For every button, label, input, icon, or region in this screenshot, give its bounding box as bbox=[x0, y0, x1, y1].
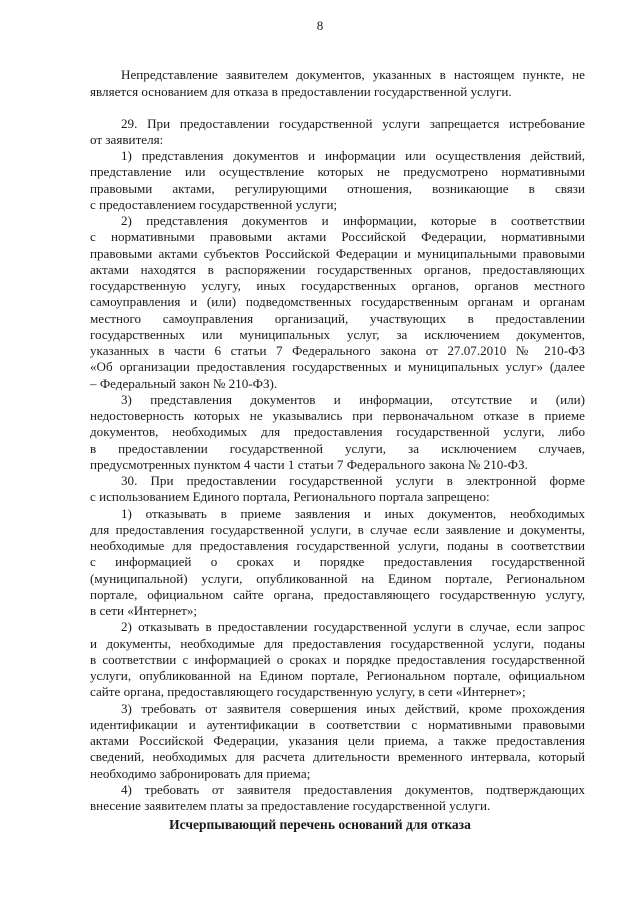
text-line: указанных в части 6 статьи 7 Федерального закона от 27.07.2010 № 210-ФЗ bbox=[90, 343, 585, 358]
page-number: 8 bbox=[316, 18, 324, 33]
text-line: актами находятся в распоряжении государственных органов, предоставляющих bbox=[90, 262, 585, 277]
text-line: в предоставлении государственной услуги, за исключением случаев, bbox=[90, 441, 585, 456]
text-line: идентификации и аутентификации в соответствии с нормативными правовыми bbox=[90, 717, 585, 732]
text-line: – Федеральный закон № 210-ФЗ). bbox=[90, 376, 278, 391]
text-line: необходимые для предоставления государственной услуги, поданы в соответствии bbox=[90, 538, 585, 553]
text-line: «Об организации предоставления государственных и муниципальных услуг» (далее bbox=[90, 359, 585, 374]
text-line: услуги, опубликованной на Едином портале, Региональном портале, официальном bbox=[90, 668, 585, 683]
text-line: внесение заявителем платы за предоставление государственной услуги. bbox=[90, 798, 491, 813]
text-line: 2) представления документов и информации, которые в соответствии bbox=[121, 213, 585, 228]
text-line: сайте органа, предоставляющего государственную услугу, в сети «Интернет»; bbox=[90, 684, 526, 699]
text-line: государственных или муниципальных услуг, за исключением документов, bbox=[90, 327, 585, 342]
text-line: от заявителя: bbox=[90, 132, 164, 147]
text-line: для предоставления государственной услуги, в случае если заявление и документы, bbox=[90, 522, 585, 537]
text-line: с предоставлением государственной услуги; bbox=[90, 197, 338, 212]
text-line: с нормативными правовыми актами Российской Федерации, нормативными bbox=[90, 229, 585, 244]
text-line: недостоверность которых не указывались при первоначальном отказе в приеме bbox=[90, 408, 585, 423]
text-line: предусмотренных пунктом 4 части 1 статьи 7 Федерального закона № 210-ФЗ. bbox=[90, 457, 528, 472]
text-line: (муниципальной) услуги, опубликованной на Едином портале, Региональном bbox=[90, 571, 585, 586]
text-line: с информацией о сроках и порядке предоставления государственной bbox=[90, 554, 585, 569]
text-line: сведений, необходимых для расчета длительности временного интервала, который bbox=[90, 749, 585, 764]
text-line: 29. При предоставлении государственной услуги запрещается истребование bbox=[121, 116, 585, 131]
text-line: является основанием для отказа в предоставлении государственной услуги. bbox=[90, 84, 512, 99]
text-line: актами Российской Федерации, указания цели приема, а также предоставления bbox=[90, 733, 585, 748]
text-line: представление или осуществление которых не предусмотрено нормативными bbox=[90, 164, 585, 179]
text-line: и документы, необходимые для предоставления государственной услуги, поданы bbox=[90, 636, 585, 651]
text-line: 2) отказывать в предоставлении государственной услуги в случае, если запрос bbox=[121, 619, 585, 634]
text-line: 3) требовать от заявителя совершения иных действий, кроме прохождения bbox=[121, 701, 585, 716]
text-line: местного самоуправления организаций, участвующих в предоставлении bbox=[90, 311, 585, 326]
section-heading: Исчерпывающий перечень оснований для отказа bbox=[169, 817, 471, 832]
text-line: правовыми актами, регулирующими отношения, возникающие в связи bbox=[90, 181, 585, 196]
text-line: 1) представления документов и информации или осуществления действий, bbox=[121, 148, 585, 163]
text-line: самоуправления и (или) подведомственных государственным органам и органам bbox=[90, 294, 585, 309]
text-line: в соответствии с информацией о сроках и порядке предоставления государственной bbox=[90, 652, 585, 667]
text-line: 3) представления документов и информации, отсутствие и (или) bbox=[121, 392, 585, 407]
text-line: 4) требовать от заявителя предоставления документов, подтверждающих bbox=[121, 782, 585, 797]
text-line: в сети «Интернет»; bbox=[90, 603, 198, 618]
text-line: необходимо забронировать для приема; bbox=[90, 766, 311, 781]
text-line: правовыми актами субъектов Российской Федерации и муниципальными правовыми bbox=[90, 246, 585, 261]
text-line: с использованием Единого портала, Регионального портала запрещено: bbox=[90, 489, 490, 504]
text-line: государственную услугу, иных государственных органов, органов местного bbox=[90, 278, 585, 293]
text-line: 30. При предоставлении государственной услуги в электронной форме bbox=[121, 473, 585, 488]
text-line: документов, необходимых для предоставления государственной услуги, либо bbox=[90, 424, 585, 439]
text-line: 1) отказывать в приеме заявления и иных документов, необходимых bbox=[121, 506, 585, 521]
text-line: Непредставление заявителем документов, указанных в настоящем пункте, не bbox=[121, 67, 585, 82]
text-line: портале, официальном сайте органа, предоставляющего государственную услугу, bbox=[90, 587, 585, 602]
